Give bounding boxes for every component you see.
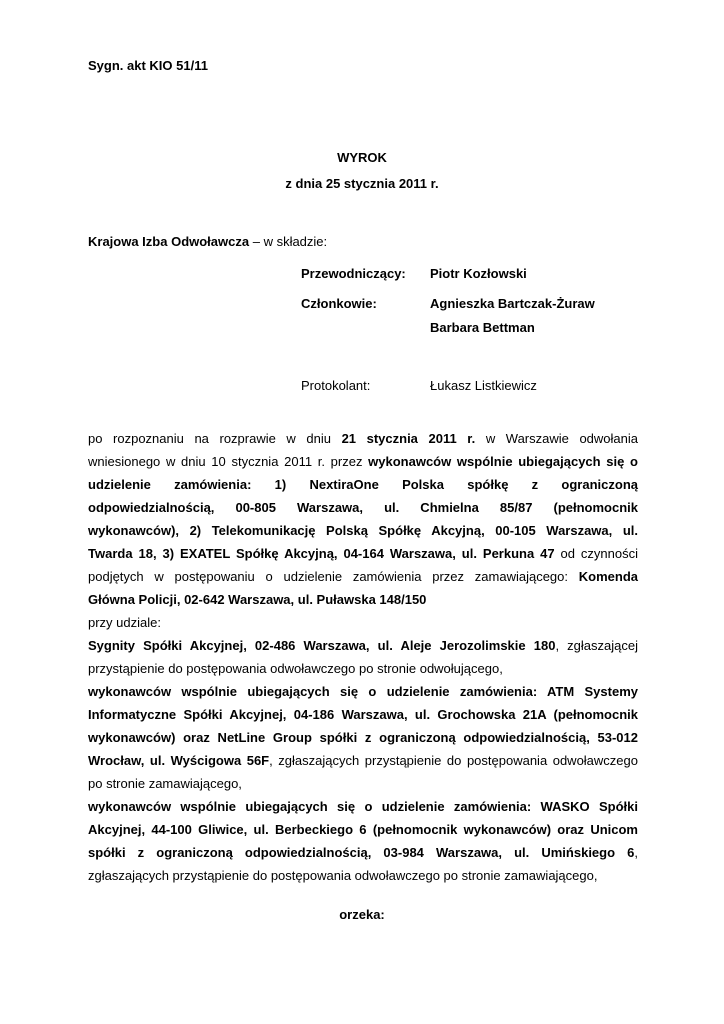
verdict-heading: orzeka: xyxy=(339,907,385,922)
chamber-name: Krajowa Izba Odwoławcza xyxy=(88,234,250,249)
body-line: odpowiedzialnością, 00-805 Warszawa, ul. Chmielna 85/87 (pełnomocnik xyxy=(88,500,638,515)
body-line: wykonawców), 2) Telekomunikację Polską Spółkę Akcyjną, 00-105 Warszawa, ul. xyxy=(88,523,638,538)
body-line: spółki z ograniczoną odpowiedzialnością, 03-984 Warszawa, ul. Umińskiego 6, xyxy=(88,845,638,860)
case-signature: Sygn. akt KIO 51/11 xyxy=(88,58,208,73)
body-line: wykonawców) oraz NetLine Group spółki z ograniczoną odpowiedzialnością, 53-012 xyxy=(88,730,638,745)
body-line: Informatyczne Spółki Akcyjnej, 04-186 Warszawa, ul. Grochowska 21A (pełnomocnik xyxy=(88,707,638,722)
body-line: zgłaszających przystąpienie do postępowania odwoławczego po stronie zamawiającego, xyxy=(88,868,598,883)
body-line: podjętych w postępowaniu o udzielenie zamówienia przez zamawiającego: Komenda xyxy=(88,569,638,584)
panel-intro-suffix: – w składzie: xyxy=(249,234,328,249)
body-line: po stronie zamawiającego, xyxy=(88,776,242,791)
body-line: przystąpienie do postępowania odwoławczego po stronie odwołującego, xyxy=(88,661,503,676)
body-line: po rozpoznaniu na rozprawie w dniu 21 stycznia 2011 r. w Warszawie odwołania xyxy=(88,431,638,446)
body-line: udzielenie zamówienia: 1) NextiraOne Polska spółkę z ograniczoną xyxy=(88,477,638,492)
body-line: Sygnity Spółki Akcyjnej, 02-486 Warszawa, ul. Aleje Jerozolimskie 180, zgłaszającej xyxy=(88,638,639,653)
body-line: Twarda 18, 3) EXATEL Spółkę Akcyjną, 04-164 Warszawa, ul. Perkuna 47 od czynności xyxy=(88,546,638,561)
body-line: Główna Policji, 02-642 Warszawa, ul. Puławska 148/150 xyxy=(88,592,427,607)
body-line: Wrocław, ul. Wyścigowa 56F, zgłaszających przystąpienie do postępowania odwoławczego xyxy=(88,753,638,768)
member-name: Agnieszka Bartczak-Żuraw xyxy=(430,296,595,311)
clerk-label: Protokolant: xyxy=(301,378,371,393)
clerk-name: Łukasz Listkiewicz xyxy=(430,378,537,393)
member-name: Barbara Bettman xyxy=(430,320,535,335)
body-line: Akcyjnej, 44-100 Gliwice, ul. Berbeckiego 6 (pełnomocnik wykonawców) oraz Unicom xyxy=(88,822,638,837)
members-label: Członkowie: xyxy=(301,296,377,311)
panel-intro xyxy=(88,234,327,249)
chair-label: Przewodniczący: xyxy=(301,266,406,281)
chair-name: Piotr Kozłowski xyxy=(430,266,527,281)
body-line: wykonawców wspólnie ubiegających się o udzielenie zamówienia: WASKO Spółki xyxy=(88,799,638,814)
body-line: przy udziale: xyxy=(88,615,161,630)
document-title: WYROK xyxy=(337,150,387,165)
body-line: wykonawców wspólnie ubiegających się o udzielenie zamówienia: ATM Systemy xyxy=(88,684,638,699)
document-date: z dnia 25 stycznia 2011 r. xyxy=(285,176,439,191)
body-line: wniesionego w dniu 10 stycznia 2011 r. przez wykonawców wspólnie ubiegających się o xyxy=(88,454,638,469)
